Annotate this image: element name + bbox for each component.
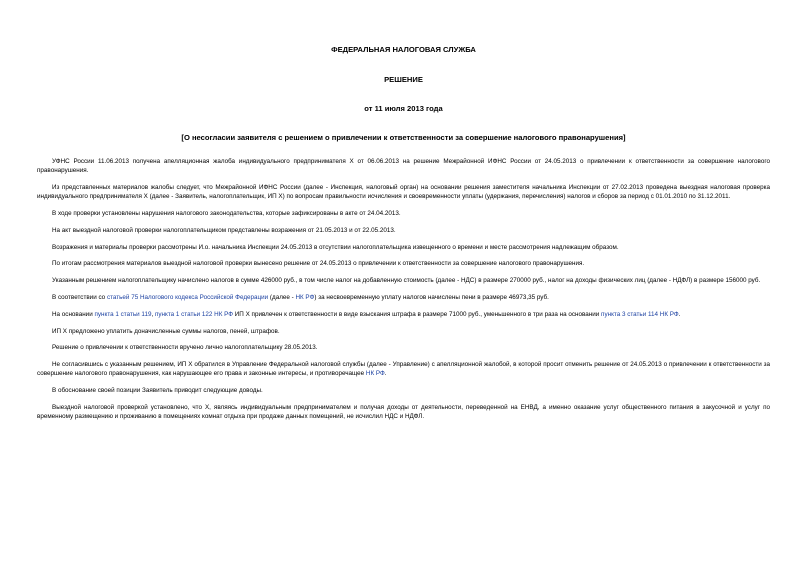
paragraph: Решение о привлечении к ответственности вручено лично налогоплательщику 28.05.2013. xyxy=(52,344,318,352)
law-link-article-122[interactable]: пункта 1 статьи 122 НК РФ xyxy=(154,310,234,318)
document-date: от 11 июля 2013 года xyxy=(364,104,443,113)
law-link-article-114[interactable]: пункта 3 статьи 114 НК РФ xyxy=(601,310,679,318)
paragraph: ИП Х предложено уплатить доначисленные суммы налогов, пеней, штрафов. xyxy=(52,327,280,335)
law-link-nk-rf[interactable]: НК РФ xyxy=(295,293,315,301)
paragraph-text: . xyxy=(678,310,681,318)
paragraph: УФНС России 11.06.2013 получена апелляционная жалоба индивидуального предпринимателя Х от 06.06.2013 на решение Межрайонной ИФНС России от 24.05.2013 о привлечении к ответственности за совершение налогового правонарушения. xyxy=(37,158,770,175)
paragraph xyxy=(37,310,770,319)
agency-title: ФЕДЕРАЛЬНАЯ НАЛОГОВАЯ СЛУЖБА xyxy=(331,45,476,54)
law-link-article-119[interactable]: пункта 1 статьи 119 xyxy=(94,310,152,318)
paragraph-text: На основании xyxy=(52,310,95,318)
paragraph: По итогам рассмотрения материалов выездной налоговой проверки вынесено решение от 24.05.2013 о привлечении к ответственности за совершение налогового правонарушения. xyxy=(52,260,585,268)
law-link-article-75[interactable]: статьей 75 Налогового кодекса Российской Федерации xyxy=(106,293,269,301)
paragraph: В ходе проверки установлены нарушения налогового законодательства, которые зафиксированы в акте от 24.04.2013. xyxy=(52,210,401,217)
paragraph-text: Не согласившись с указанным решением, ИП Х обратился в Управление Федеральной налоговой службы (далее - Управление) с апелляционной жалобой, в которой просит отменить решение от 24.05.2013 о привлечении к ответственности за совершение налогового правонарушения, как нарушающее его права и законные интересы, и противоречащее xyxy=(37,361,770,378)
paragraph-text: ) за несвоевременную уплату налогов начислены пени в размере 46973,35 руб. xyxy=(314,293,549,301)
document-body xyxy=(37,157,770,421)
paragraph: Из представленных материалов жалобы следует, что Межрайонной ИФНС России (далее - Инспекция, налоговый орган) на основании решения заместителя начальника Инспекции от 27.02.2013 проведена выездная налоговая проверка индивидуального предпринимателя Х (далее - Заявитель, налогоплательщик, ИП Х) по вопросам правильности исчисления и своевременности уплаты (удержания, перечисления) налогов и сборов за период с 01.01.2010 по 31.12.2011. xyxy=(37,184,770,201)
paragraph: В обоснование своей позиции Заявитель приводит следующие доводы. xyxy=(52,387,263,395)
paragraph: Выездной налоговой проверкой установлено, что Х, являясь индивидуальным предпринимателем и получая доходы от деятельности, переведенной на ЕНВД, а именно оказание услуг общественного питания в закусочной и услуг по временному размещению и проживанию в помещениях комнат отдыха при продаже данных помещений, не исчислил НДС и НДФЛ. xyxy=(37,403,770,421)
paragraph-text: ИП Х привлечен к ответственности в виде взыскания штрафа в размере 71000 руб., уменьшенного в три раза на основании xyxy=(233,310,602,318)
paragraph xyxy=(37,360,770,378)
paragraph-text: В соответствии со xyxy=(52,293,107,301)
paragraph: Возражения и материалы проверки рассмотрены И.о. начальника Инспекции 24.05.2013 в отсутствии налогоплательщика извещенного о времени и месте рассмотрения надлежащим образом. xyxy=(52,243,619,251)
paragraph-text: . xyxy=(384,370,387,378)
document-subject: [О несогласии заявителя с решением о привлечении к ответственности за совершение налогового правонарушения] xyxy=(181,133,626,142)
paragraph-text: , xyxy=(151,310,155,318)
law-link-nk-rf[interactable]: НК РФ xyxy=(365,370,385,378)
document-page xyxy=(37,0,770,429)
paragraph: Указанным решением налогоплательщику начислено налогов в сумме 426000 руб., в том числе налог на добавленную стоимость (далее - НДС) в размере 270000 руб., налог на доходы физических лиц (далее - НДФЛ) в размере 156000 руб. xyxy=(52,277,761,285)
paragraph-text: (далее - xyxy=(268,293,296,301)
paragraph: На акт выездной налоговой проверки налогоплательщиком представлены возражения от 21.05.2013 и от 22.05.2013. xyxy=(52,226,396,234)
document-type: РЕШЕНИЕ xyxy=(384,75,423,84)
paragraph xyxy=(37,293,770,302)
